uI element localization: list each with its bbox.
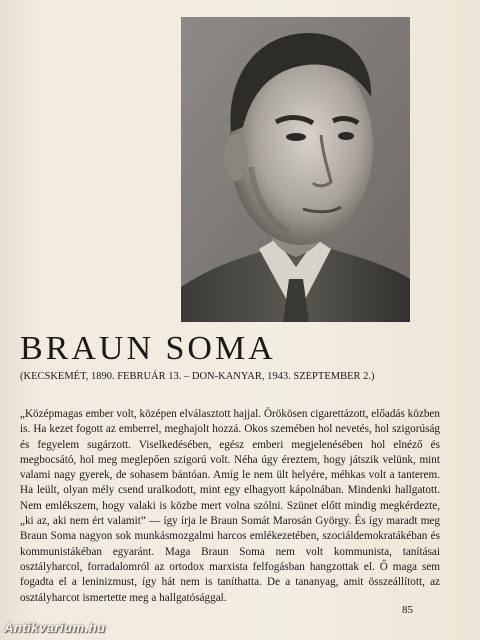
person-name-heading: BRAUN SOMA xyxy=(20,330,276,367)
birth-death-dates: (KECSKEMÉT, 1890. FEBRUÁR 13. – DON-KANYAR, 1943. SZEPTEMBER 2.) xyxy=(20,371,375,382)
page-number: 85 xyxy=(402,604,413,616)
biography-paragraph: „Középmagas ember volt, középen elválasztott hajjal. Örökösen cigarettázott, előadás közben is. Ha kezet fogott az emberrel, meghajolt hozzá. Okos szemében hol nevetés, hol szigorúság és fegyelem sugárzott. Viselkedésében, egész emberi megjelenésében hol elnéző és megbocsátó, hol meg meglepően szigorú volt. Néha úgy éreztem, hogy játszik velünk, mint valami nagy gyerek, de sohasem bántóan. Amíg le nem ült helyére, méhkas volt a tanterem. Ha leült, olyan mély csend uralkodott, mint egy elhagyott kápolnában. Mindenki hallgatott. Nem emlékszem, hogy valaki is közbe mert volna szólni. Szünet előtt mindig megkérdezte, „ki az, aki nem ért valamit” — így írja le Braun Somát Marosán György. És így maradt meg Braun Soma nagyon sok munkásmozgalmi harcos emlékezetében, szociáldemokratákéban és kommunistákéban egyaránt. Maga Braun Soma nem volt kommunista, tanításai osztályharcol, forradalomról az ortodox marxista felfogásban hangzottak el. Ő maga sem fogadta el a leninizmust, így hát nem is taníthatta. De a tananyag, amit összeállított, az osztályharcot ismertette meg a hallgatósággal. xyxy=(20,408,440,604)
portrait-image xyxy=(181,17,410,322)
site-watermark: Antikvarium.hu xyxy=(4,620,106,635)
portrait-photo xyxy=(181,17,410,322)
